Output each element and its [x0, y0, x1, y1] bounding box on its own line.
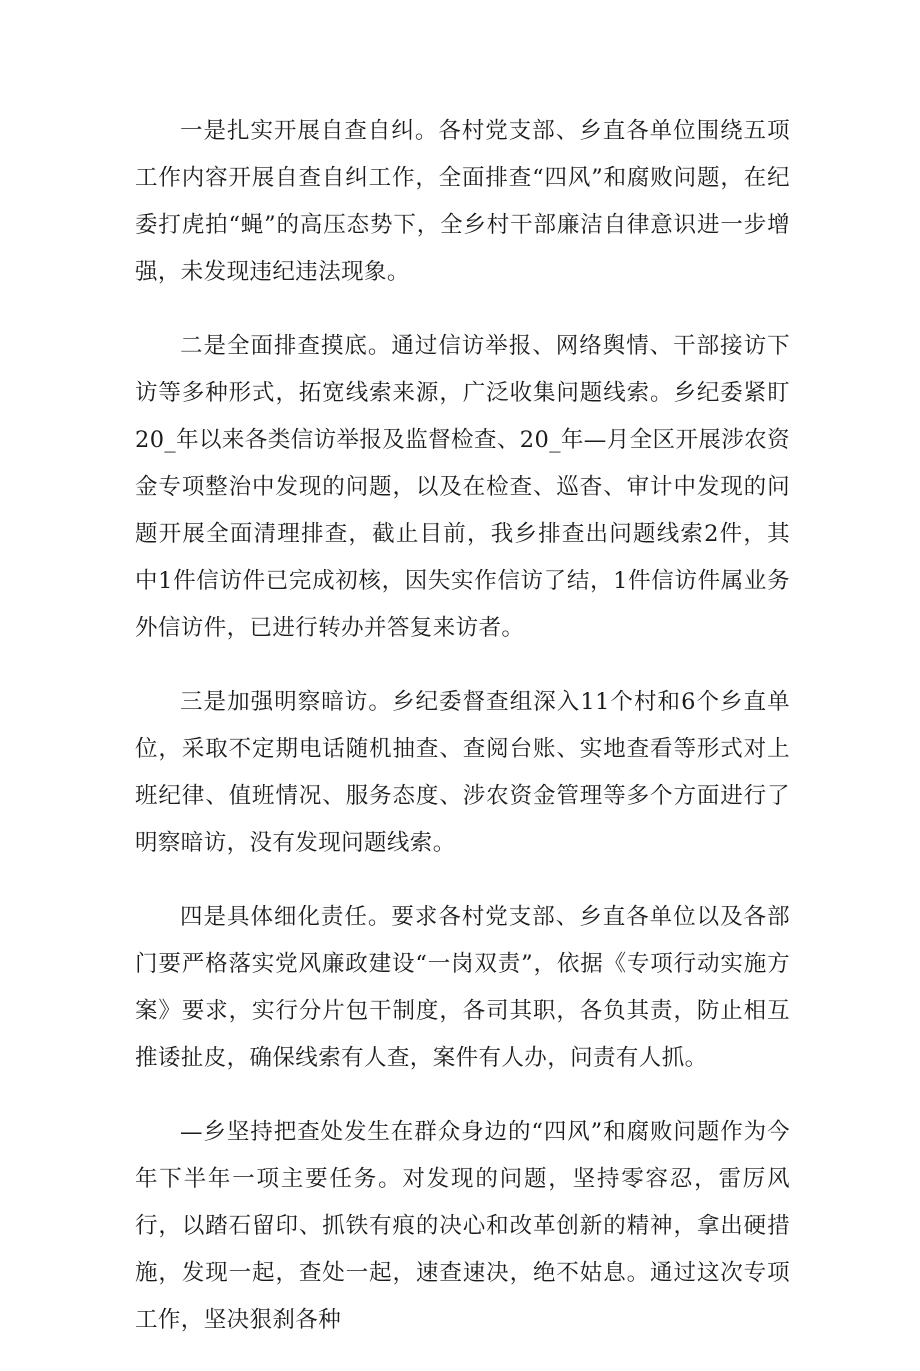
paragraph-investigation-task: —乡坚持把查处发生在群众身边的“四风”和腐败问题作为今年下半年一项主要任务。对发现的问题，坚持零容忍，雷厉风行，以踏石留印、抓铁有痕的决心和改革创新的精神，拿出硬措施，发现一起，查处一起，速查速决，绝不姑息。通过这次专项工作，坚决狠刹各种 — [135, 1119, 790, 1333]
paragraph-responsibility-detailing: 四是具体细化责任。要求各村党支部、乡直各单位以及各部门要严格落实党风廉政建设“一岗双责”，依据《专项行动实施方案》要求，实行分片包干制度，各司其职，各负其责，防止相互推诿扯皮，确保线索有人查，案件有人办，问责有人抓。 — [135, 904, 790, 1071]
document-body — [135, 108, 790, 1371]
paragraph-self-inspection: 一是扎实开展自查自纠。各村党支部、乡直各单位围绕五项工作内容开展自查自纠工作，全面排查“四风”和腐败问题，在纪委打虎拍“蝇”的高压态势下，全乡村干部廉洁自律意识进一步增强，未发现违纪违法现象。 — [135, 118, 790, 285]
paragraph-comprehensive-screening: 二是全面排查摸底。通过信访举报、网络舆情、干部接访下访等多种形式，拓宽线索来源，广泛收集问题线索。乡纪委紧盯20_年以来各类信访举报及监督检查、20_年—月全区开展涉农资金专项整治中发现的问题，以及在检查、巡杳、审计中发现的问题开展全面清理排查，截止目前，我乡排查出问题线索2件，其中1件信访件已完成初核，因失实作信访了结，1件信访件属业务外信访件，已进行转办并答复来访者。 — [135, 333, 790, 641]
paragraph-open-and-secret-visits: 三是加强明察暗访。乡纪委督查组深入11个村和6个乡直单位，采取不定期电话随机抽查、查阅台账、实地查看等形式对上班纪律、值班情况、服务态度、涉农资金管理等多个方面进行了明察暗访，没有发现问题线索。 — [135, 689, 790, 856]
